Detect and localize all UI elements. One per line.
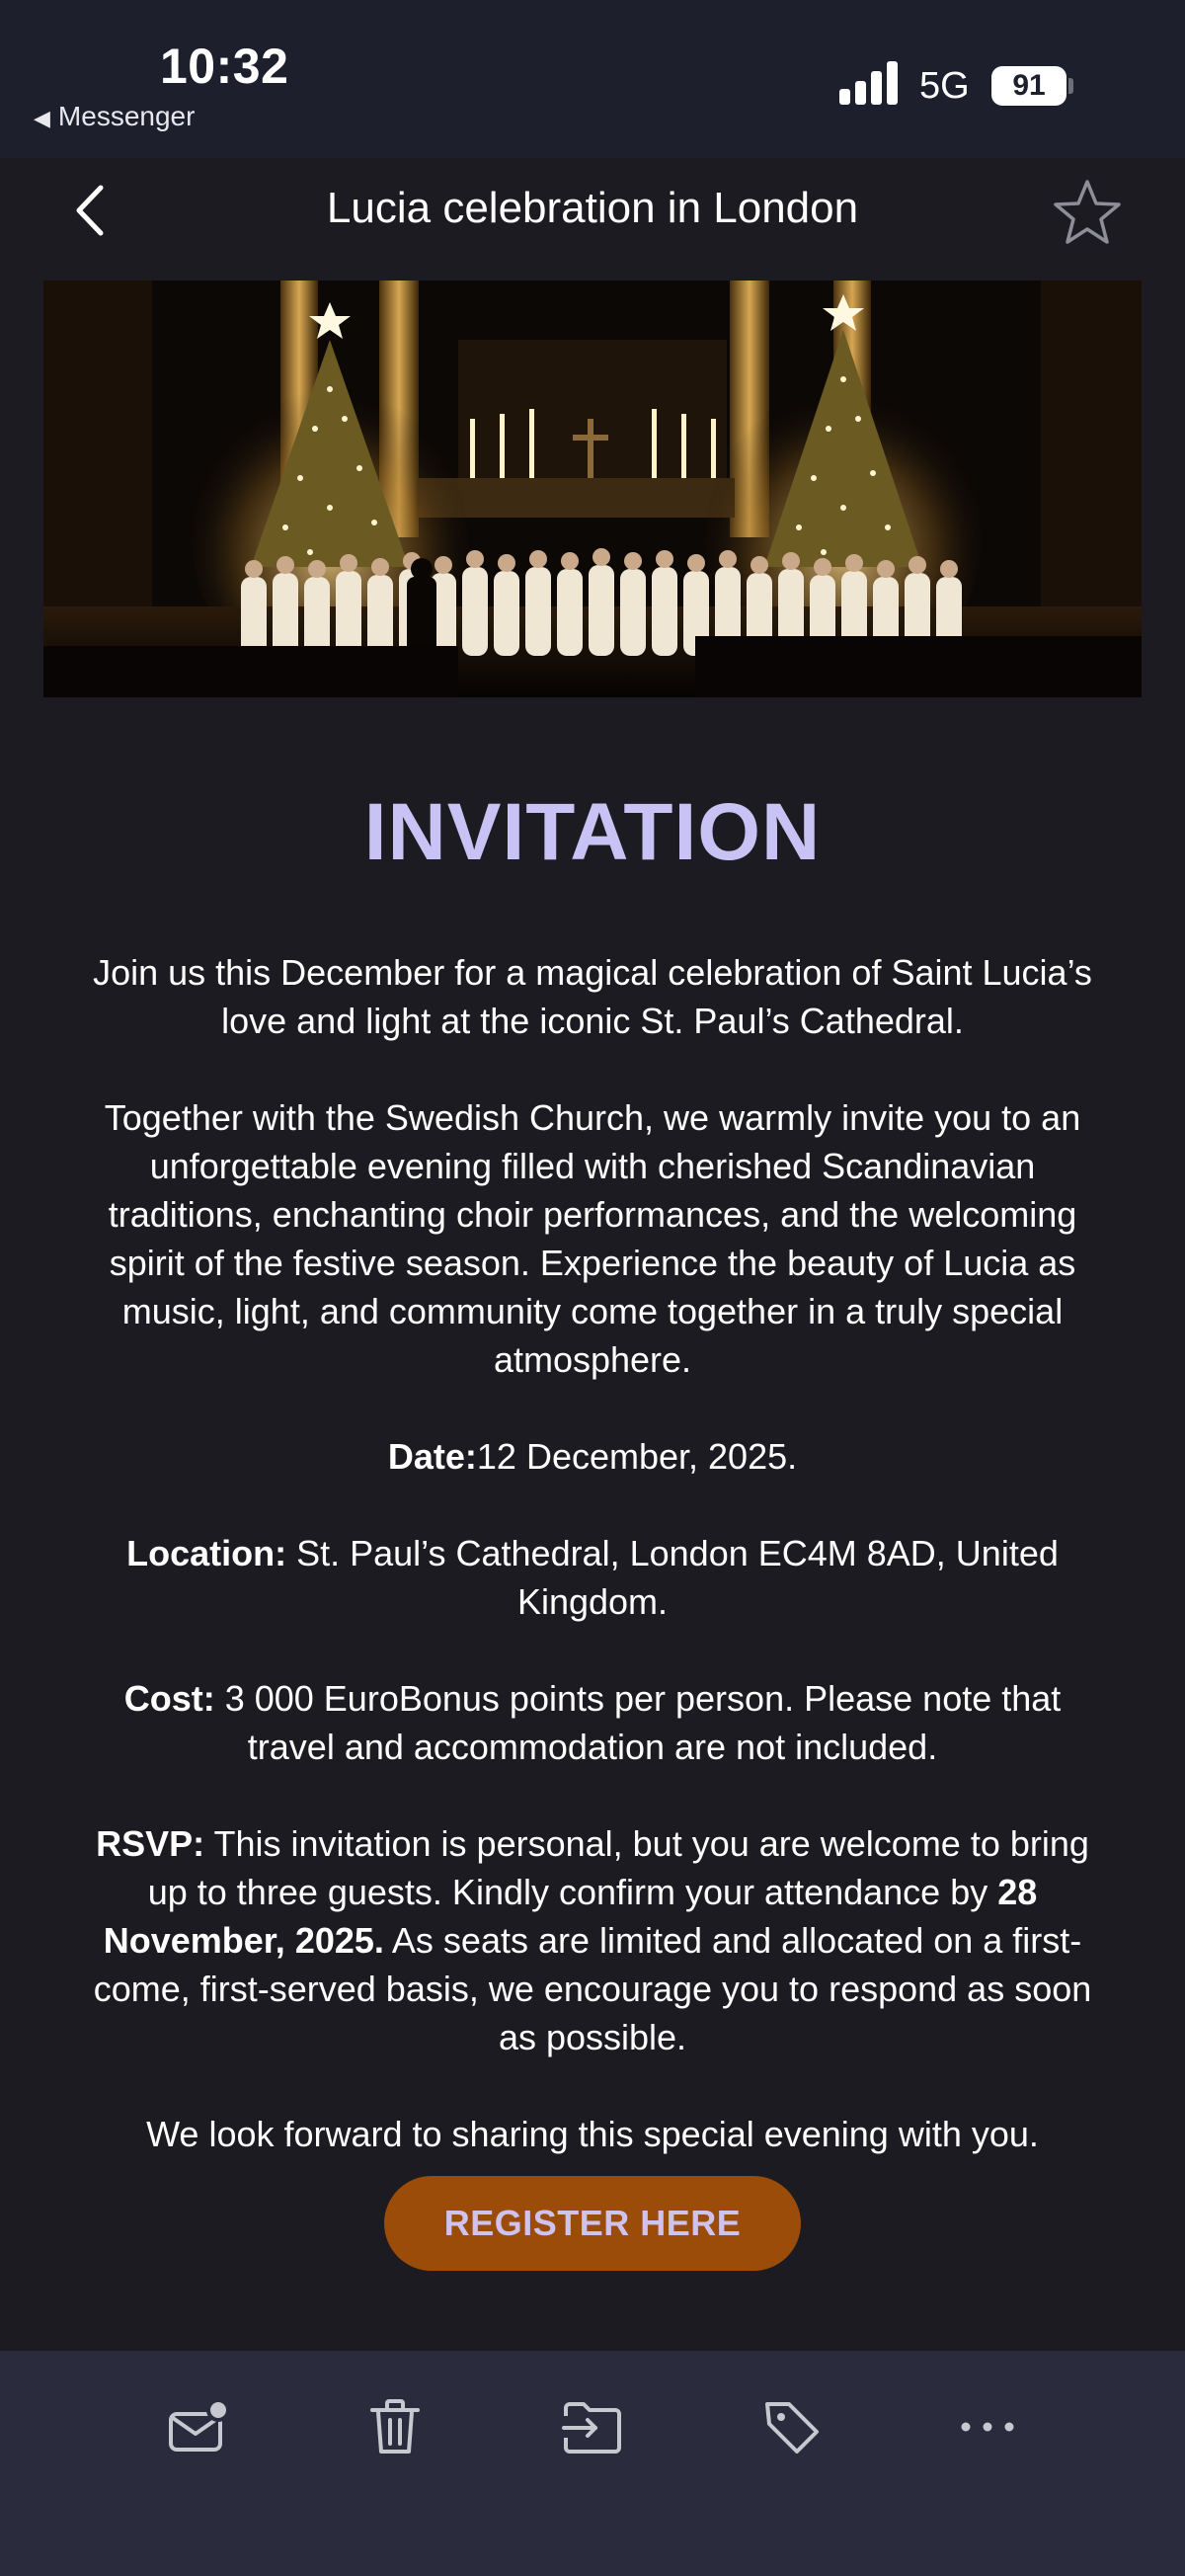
cost-value: 3 000 EuroBonus points per person. Please note that travel and accommodation are not included.	[214, 1678, 1062, 1768]
back-to-app-link[interactable]	[34, 101, 195, 132]
location-value: St. Paul’s Cathedral, London EC4M 8AD, United Kingdom.	[286, 1533, 1059, 1623]
bottom-toolbar	[0, 2351, 1185, 2576]
rsvp-text-2: As seats are limited and allocated on a first-come, first-served basis, we encourage you to respond as soon as possible.	[93, 1920, 1092, 2058]
email-subject-title: Lucia celebration in London	[326, 184, 859, 232]
choir-photo	[43, 281, 1142, 697]
rsvp-label: RSVP:	[96, 1823, 205, 1865]
tag-icon	[757, 2392, 827, 2461]
network-type: 5G	[919, 65, 970, 107]
email-body	[79, 787, 1106, 2271]
signal-strength-icon	[839, 61, 901, 105]
back-app-label: Messenger	[57, 101, 196, 131]
mark-unread-icon	[163, 2392, 232, 2461]
star-outline-icon	[1053, 178, 1122, 247]
date-label: Date:	[387, 1436, 477, 1478]
closing-line: We look forward to sharing this special evening with you.	[146, 2114, 1039, 2155]
location-line	[79, 1529, 1106, 1626]
cost-label: Cost:	[123, 1678, 215, 1720]
rsvp-paragraph	[79, 1819, 1106, 2061]
cost-line	[79, 1674, 1106, 1771]
trash-icon	[360, 2392, 430, 2461]
intro-paragraph: Join us this December for a magical celebration of Saint Lucia’s love and light at the iconic St. Paul’s Cathedral.	[93, 952, 1092, 1042]
favorite-button[interactable]	[1053, 178, 1122, 247]
description-paragraph: Together with the Swedish Church, we warmly invite you to an unforgettable evening filled with cherished Scandinavian traditions, enchanting choir performances, and the welcoming spirit of the festive season. Experience the beauty of Lucia as music, light, and community come together in a truly special atmosphere.	[104, 1097, 1081, 1381]
more-icon	[953, 2392, 1022, 2461]
date-line	[79, 1432, 1106, 1481]
date-value: 12 December, 2025.	[476, 1436, 798, 1478]
delete-button[interactable]	[360, 2392, 430, 2461]
move-button[interactable]	[558, 2392, 627, 2461]
status-time: 10:32	[160, 39, 289, 94]
hero-image-choir	[43, 281, 1142, 697]
chevron-left-icon	[67, 178, 115, 243]
register-button[interactable]: REGISTER HERE	[384, 2176, 801, 2271]
battery-icon	[991, 66, 1066, 106]
status-bar	[0, 0, 1185, 158]
battery-level: 91	[1012, 69, 1046, 102]
rsvp-text-1: This invitation is personal, but you are welcome to bring up to three guests. Kindly confirm your attendance by	[147, 1823, 1089, 1913]
back-button[interactable]	[67, 178, 115, 243]
location-label: Location:	[126, 1533, 287, 1574]
rsvp-deadline: 28 November, 2025.	[103, 1872, 1038, 1962]
invitation-heading: INVITATION	[363, 787, 822, 877]
more-button[interactable]	[953, 2392, 1022, 2461]
back-triangle-icon: ◀	[34, 106, 50, 130]
battery-tip	[1068, 78, 1073, 94]
tag-button[interactable]	[757, 2392, 827, 2461]
mark-unread-button[interactable]	[163, 2392, 232, 2461]
move-folder-icon	[558, 2392, 627, 2461]
